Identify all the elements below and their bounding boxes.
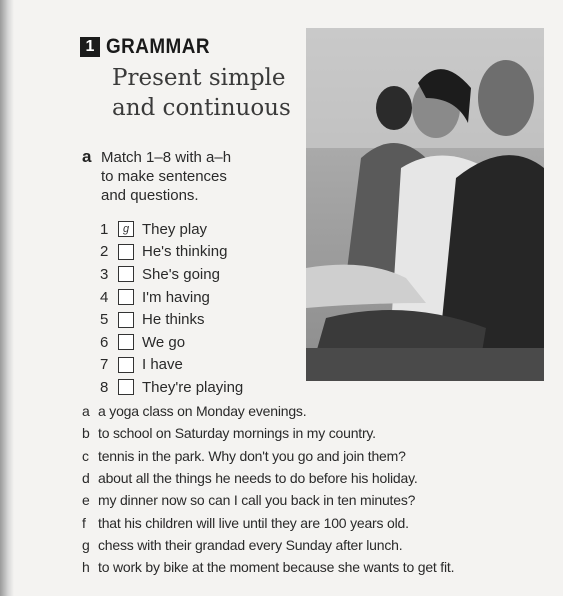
section-number: 1 bbox=[80, 37, 100, 57]
ending-text: a yoga class on Monday evenings. bbox=[98, 403, 307, 420]
ending-letter: f bbox=[82, 514, 86, 531]
item-text: She's going bbox=[142, 265, 220, 283]
ending-letter: b bbox=[82, 425, 90, 442]
list-item bbox=[100, 286, 243, 309]
item-text: He thinks bbox=[142, 311, 205, 329]
list-item bbox=[100, 354, 243, 377]
yoga-class-photo bbox=[306, 28, 544, 381]
item-text: I'm having bbox=[142, 288, 210, 306]
answer-box[interactable] bbox=[118, 244, 134, 260]
list-item bbox=[82, 467, 454, 489]
list-item bbox=[82, 400, 454, 422]
ending-text: to school on Saturday mornings in my country. bbox=[98, 425, 376, 442]
section-subtitle bbox=[112, 63, 291, 123]
answer-box[interactable]: g bbox=[118, 221, 134, 237]
list-item bbox=[82, 556, 454, 578]
section-title: GRAMMAR bbox=[106, 35, 210, 58]
ending-text: my dinner now so can I call you back in ten minutes? bbox=[98, 492, 416, 509]
list-item bbox=[100, 218, 243, 241]
exercise-letter: a bbox=[82, 147, 92, 166]
list-item bbox=[100, 376, 243, 399]
item-number: 8 bbox=[100, 378, 109, 396]
item-number: 7 bbox=[100, 356, 109, 374]
list-item bbox=[82, 489, 454, 511]
ending-text: chess with their grandad every Sunday after lunch. bbox=[98, 536, 403, 553]
answer-box[interactable] bbox=[118, 357, 134, 373]
instruction-line-1: Match 1–8 with a–h bbox=[101, 149, 232, 166]
item-text: He's thinking bbox=[142, 243, 228, 261]
instruction-line-3: and questions. bbox=[101, 187, 199, 204]
list-item bbox=[82, 534, 454, 556]
lettered-endings-list bbox=[82, 400, 454, 578]
ending-letter: g bbox=[82, 536, 90, 553]
list-item bbox=[100, 331, 243, 354]
list-item bbox=[82, 511, 454, 533]
item-number: 6 bbox=[100, 333, 109, 351]
ending-text: to work by bike at the moment because she wants to get fit. bbox=[98, 559, 455, 576]
list-item bbox=[82, 422, 454, 444]
numbered-items-list bbox=[100, 218, 243, 399]
ending-letter: d bbox=[82, 470, 90, 487]
ending-text: tennis in the park. Why don't you go and join them? bbox=[98, 447, 406, 464]
ending-letter: e bbox=[82, 492, 90, 509]
subtitle-line-2: and continuous bbox=[112, 95, 291, 121]
list-item bbox=[100, 308, 243, 331]
item-number: 3 bbox=[100, 265, 109, 283]
item-text: They play bbox=[142, 220, 208, 238]
ending-letter: c bbox=[82, 447, 89, 464]
ending-text: that his children will live until they are 100 years old. bbox=[98, 514, 409, 531]
answer-box[interactable] bbox=[118, 312, 134, 328]
item-text: They're playing bbox=[142, 378, 244, 396]
subtitle-line-1: Present simple bbox=[112, 65, 286, 91]
answer-box[interactable] bbox=[118, 289, 134, 305]
answer-box[interactable] bbox=[118, 334, 134, 350]
list-item bbox=[100, 263, 243, 286]
ending-letter: h bbox=[82, 559, 90, 576]
item-text: I have bbox=[142, 356, 183, 374]
item-number: 1 bbox=[100, 220, 109, 238]
answer-box[interactable] bbox=[118, 379, 134, 395]
yoga-photo-illustration bbox=[306, 28, 544, 381]
list-item bbox=[100, 241, 243, 264]
item-number: 2 bbox=[100, 243, 109, 261]
ending-text: about all the things he needs to do before his holiday. bbox=[98, 470, 418, 487]
list-item bbox=[82, 445, 454, 467]
exercise-instruction bbox=[101, 148, 301, 205]
answer-box[interactable] bbox=[118, 266, 134, 282]
item-number: 4 bbox=[100, 288, 109, 306]
instruction-line-2: to make sentences bbox=[101, 168, 227, 185]
item-number: 5 bbox=[100, 311, 109, 329]
ending-letter: a bbox=[82, 403, 90, 420]
item-text: We go bbox=[142, 333, 186, 351]
